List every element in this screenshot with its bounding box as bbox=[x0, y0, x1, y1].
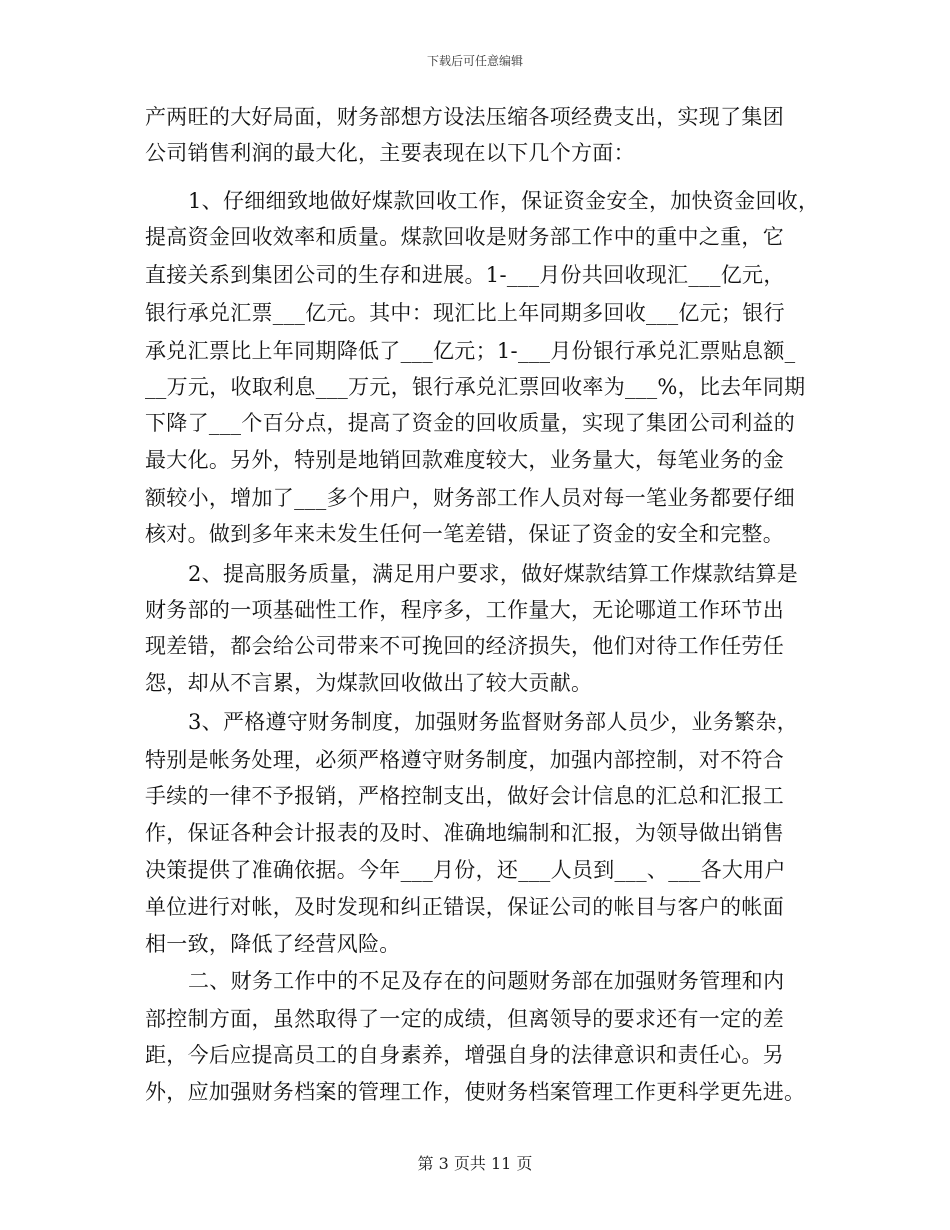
text-line: 特别是帐务处理，必须严格遵守财务制度，加强内部控制，对不符合 bbox=[145, 748, 784, 772]
text-line: 决策提供了准确依据。今年___月份，还___人员到___、___各大用户 bbox=[145, 858, 786, 882]
text-line: 部控制方面，虽然取得了一定的成绩，但离领导的要求还有一定的差 bbox=[145, 1007, 784, 1031]
text-line: 距，今后应提高员工的自身素养，增强自身的法律意识和责任心。另 bbox=[145, 1043, 784, 1067]
text-line: 单位进行对帐，及时发现和纠正错误，保证公司的帐目与客户的帐面 bbox=[145, 895, 784, 919]
text-line: 3、严格遵守财务制度，加强财务监督财务部人员少，业务繁杂， bbox=[188, 710, 799, 734]
text-line: 产两旺的大好局面，财务部想方设法压缩各项经费支出，实现了集团 bbox=[145, 105, 784, 129]
text-line: 手续的一律不予报销，严格控制支出，做好会计信息的汇总和汇报工 bbox=[145, 784, 784, 808]
text-line: 提高资金回收效率和质量。煤款回收是财务部工作中的重中之重，它 bbox=[145, 225, 784, 249]
text-line: 作，保证各种会计报表的及时、准确地编制和汇报，为领导做出销售 bbox=[145, 821, 784, 845]
text-line: 二、财务工作中的不足及存在的问题财务部在加强财务管理和内 bbox=[188, 969, 785, 993]
text-line: 财务部的一项基础性工作，程序多，工作量大，无论哪道工作环节出 bbox=[145, 598, 784, 622]
text-line: 承兑汇票比上年同期降低了___亿元；1-___月份银行承兑汇票贴息额_ bbox=[145, 339, 796, 363]
text-line: 银行承兑汇票___亿元。其中：现汇比上年同期多回收___亿元；银行 bbox=[145, 301, 785, 325]
text-line: 下降了___个百分点，提高了资金的回收质量，实现了集团公司利益的 bbox=[145, 411, 796, 435]
text-line: 相一致，降低了经营风险。 bbox=[145, 932, 401, 956]
page-number: 第 3 页共 11 页 bbox=[417, 1154, 533, 1173]
text-line: 核对。做到多年来未发生任何一笔差错，保证了资金的安全和完整。 bbox=[145, 522, 784, 546]
text-line: 公司销售利润的最大化，主要表现在以下几个方面： bbox=[145, 141, 635, 165]
text-line: 直接关系到集团公司的生存和进展。1-___月份共回收现汇___亿元， bbox=[145, 263, 785, 287]
text-line: 怨，却从不言累，为煤款回收做出了较大贡献。 bbox=[145, 671, 593, 695]
text-line: 1、仔细细致地做好煤款回收工作，保证资金安全，加快资金回收， bbox=[188, 189, 820, 213]
text-line: 额较小，增加了___多个用户，财务部工作人员对每一笔业务都要仔细 bbox=[145, 486, 796, 510]
text-line: 2、提高服务质量，满足用户要求，做好煤款结算工作煤款结算是 bbox=[188, 562, 799, 586]
text-line: __万元，收取利息___万元，银行承兑汇票回收率为___%，比去年同期 bbox=[145, 375, 806, 399]
text-line: 外，应加强财务档案的管理工作，使财务档案管理工作更科学更先进。 bbox=[145, 1080, 806, 1104]
text-line: 现差错，都会给公司带来不可挽回的经济损失，他们对待工作任劳任 bbox=[145, 634, 784, 658]
page-header-note: 下载后可任意编辑 bbox=[426, 54, 523, 68]
text-line: 最大化。另外，特别是地销回款难度较大，业务量大，每笔业务的金 bbox=[145, 448, 784, 472]
